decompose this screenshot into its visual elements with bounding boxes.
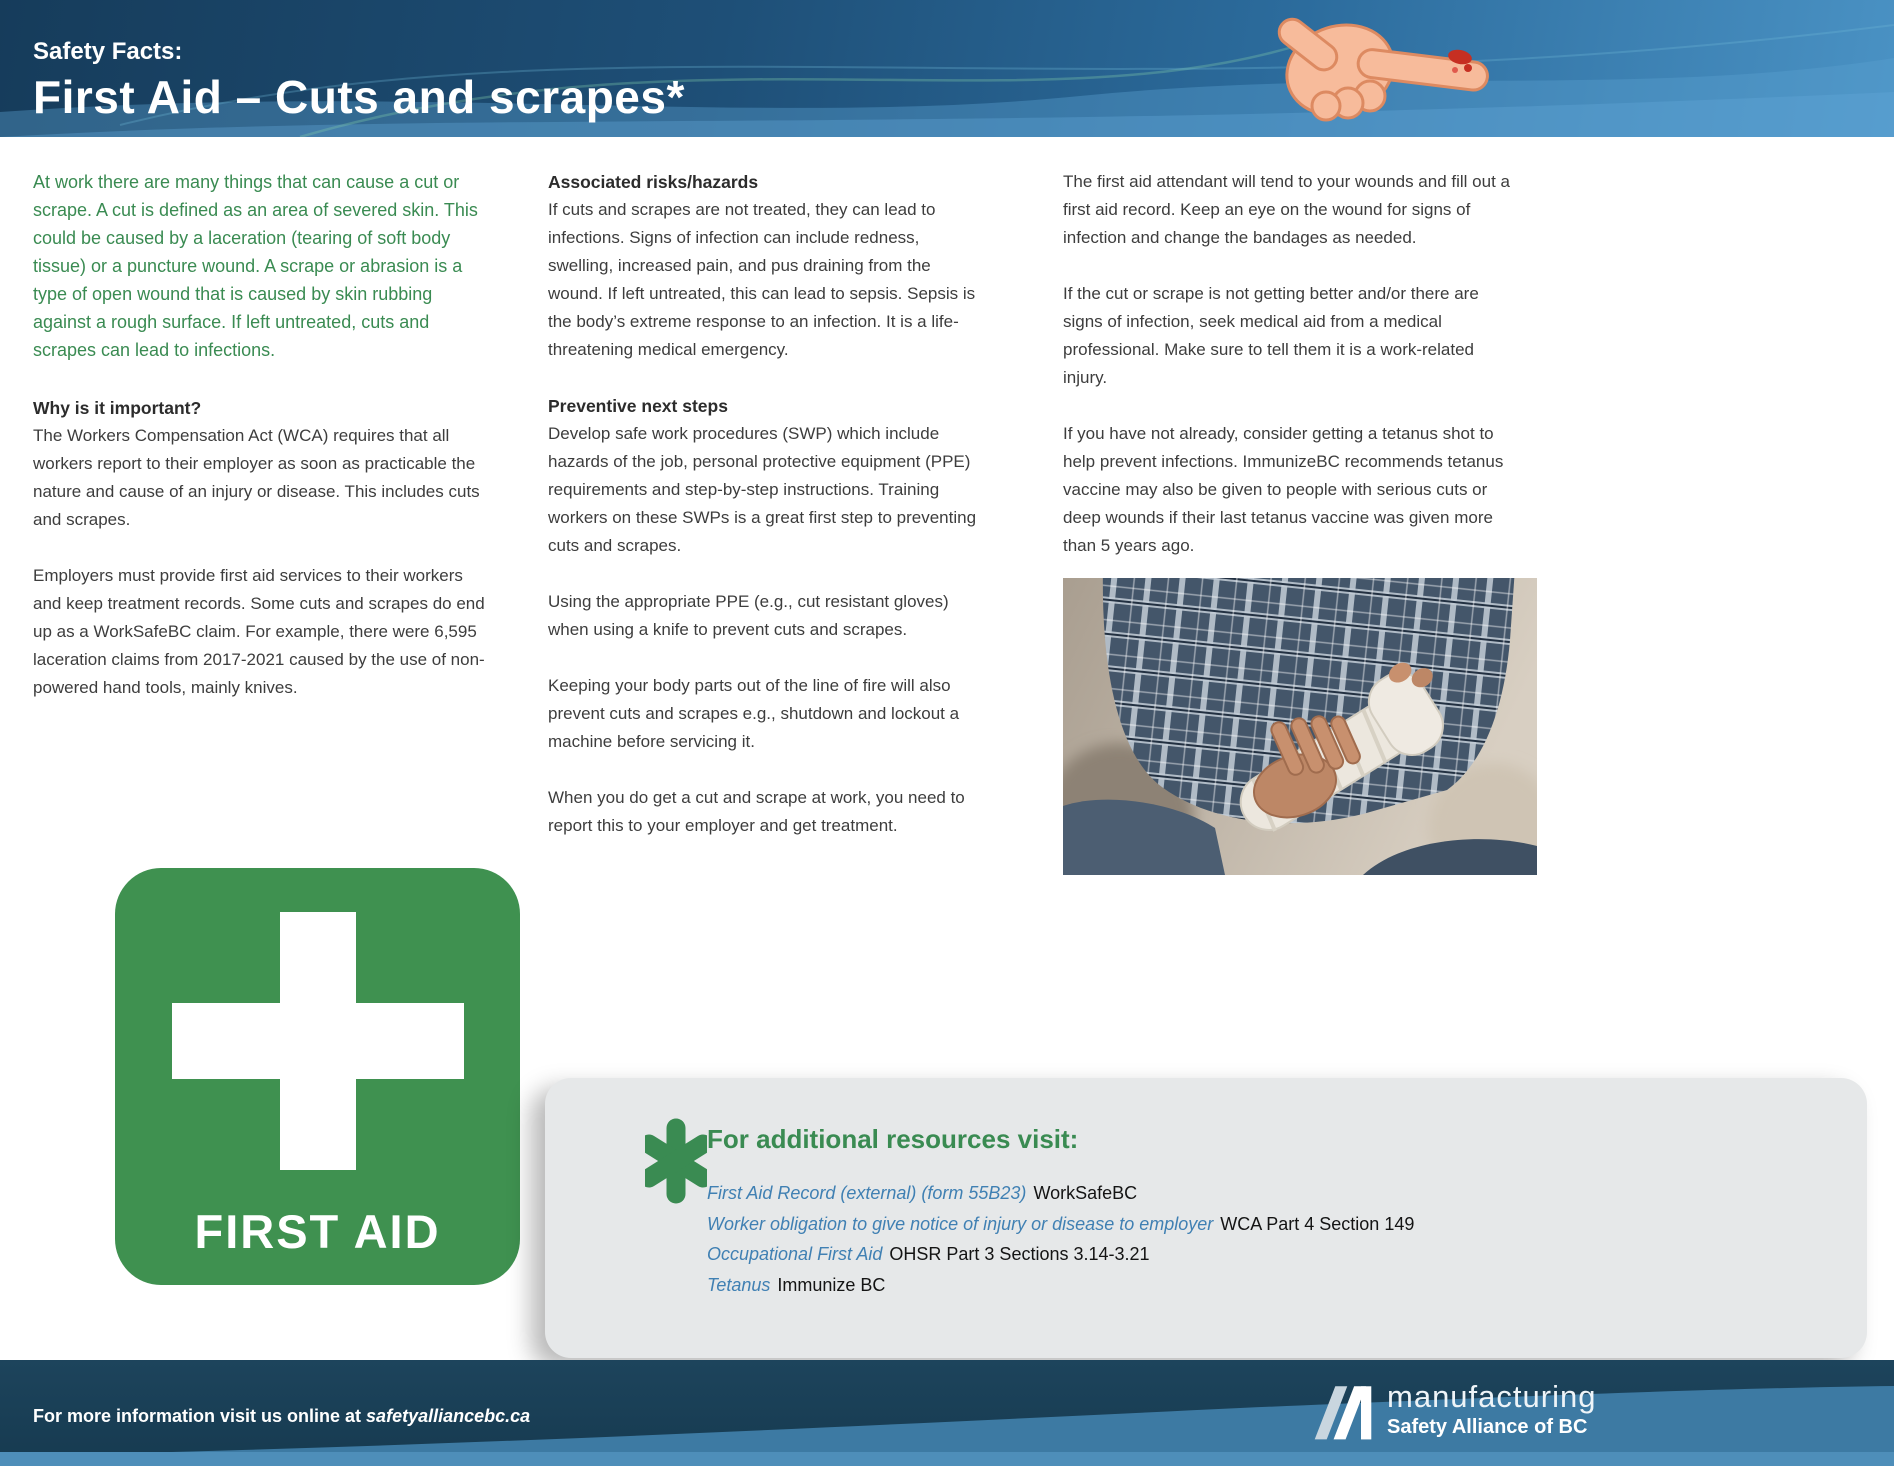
resource-link[interactable]: Tetanus [707,1274,771,1295]
resource-link[interactable]: Occupational First Aid [707,1244,883,1264]
why-important-paragraph-2: Employers must provide first aid services to their workers and keep treatment records. Some cuts and scrapes do end up as a WorkSafeBC claim. For example, there were 6,595 laceration claims from 2017-2021 caused by the use of non-powered hand tools, mainly knives. [33,566,485,697]
resource-line [707,1209,1414,1240]
logo-wordmark: manufacturing [1387,1379,1597,1414]
column-right [1063,168,1518,588]
why-important-heading: Why is it important? [33,398,202,418]
resource-line [707,1270,1414,1301]
preventive-heading: Preventive next steps [548,396,728,416]
treatment-paragraph-1: The first aid attendant will tend to your wounds and fill out a first aid record. Keep an eye on the wound for signs of infection and change the bandages as needed. [1063,172,1510,247]
additional-resources-box [545,1078,1867,1358]
first-aid-sign-label: FIRST AID [194,1205,441,1258]
page-title: First Aid – Cuts and scrapes* [33,71,685,123]
bandaged-hand-photo [1063,578,1537,875]
footer-info-prefix: For more information visit us online at [33,1406,367,1426]
resource-source: WCA Part 4 Section 149 [1220,1213,1415,1234]
preventive-paragraph-2: Using the appropriate PPE (e.g., cut resistant gloves) when using a knife to prevent cuts and scrapes. [548,592,949,639]
footer-website-link[interactable]: safetyalliancebc.ca [366,1406,531,1426]
resources-heading: For additional resources visit: [707,1124,1079,1154]
resources-link-list [707,1178,1414,1300]
footer-info [33,1406,530,1427]
first-aid-sign [115,868,520,1285]
treatment-paragraph-2: If the cut or scrape is not getting better and/or there are signs of infection, seek medical aid from a medical professional. Make sure to tell them it is a work-related injury. [1063,284,1479,387]
preventive-paragraph-1: Develop safe work procedures (SWP) which include hazards of the job, personal protective equipment (PPE) requirements and step-by-step instructions. Training workers on these SWPs is a great first step to preventing cuts and scrapes. [548,424,977,555]
risks-heading: Associated risks/hazards [548,172,759,192]
resource-source: WorkSafeBC [1033,1183,1138,1203]
header-kicker: Safety Facts: [33,38,183,65]
resource-line [707,1178,1414,1209]
resource-link[interactable]: Worker obligation to give notice of injury or disease to employer [707,1213,1214,1234]
resource-link[interactable]: First Aid Record (external) (form 55B23) [707,1183,1027,1203]
footer-banner [0,1360,1894,1466]
m-logo-icon [1313,1380,1373,1444]
preventive-paragraph-3: Keeping your body parts out of the line of fire will also prevent cuts and scrapes e.g., shutdown and lockout a machine before servicing it. [548,676,960,751]
intro-paragraph: At work there are many things that can cause a cut or scrape. A cut is defined as an area of severed skin. This could be caused by a laceration (tearing of soft body tissue) or a puncture wound. A scrape or abrasion is a type of open wound that is caused by skin rubbing against a rough surface. If left untreated, cuts and scrapes can lead to infections. [33,172,478,360]
risks-paragraph: If cuts and scrapes are not treated, they can lead to infections. Signs of infection can include redness, swelling, increased pain, and pus draining from the wound. If left untreated, this can lead to sepsis. Sepsis is the body’s extreme response to an infection. It is a life-threatening medical emergency. [548,200,976,359]
treatment-paragraph-3: If you have not already, consider getting a tetanus shot to help prevent infections. ImmunizeBC recommends tetanus vaccine may also be given to people with serious cuts or deep wounds if their last tetanus vaccine was given more than 5 years ago. [1063,424,1504,555]
cross-icon [172,1003,464,1079]
column-left [33,168,488,730]
resource-source: Immunize BC [777,1274,886,1295]
asterisk-icon [645,1116,707,1206]
resource-line [707,1239,1414,1270]
cut-finger-illustration [1262,0,1510,135]
msabc-logo [1313,1380,1596,1444]
why-important-paragraph-1: The Workers Compensation Act (WCA) requires that all workers report to their employer as soon as practicable the nature and cause of an injury or disease. This includes cuts and scrapes. [33,426,480,529]
logo-text [1387,1380,1596,1440]
resource-source: OHSR Part 3 Sections 3.14-3.21 [889,1244,1150,1264]
header-banner [0,0,1894,137]
logo-subtitle: Safety Alliance of BC [1387,1416,1588,1438]
preventive-paragraph-4: When you do get a cut and scrape at work, you need to report this to your employer and get treatment. [548,788,965,835]
column-middle [548,168,980,868]
